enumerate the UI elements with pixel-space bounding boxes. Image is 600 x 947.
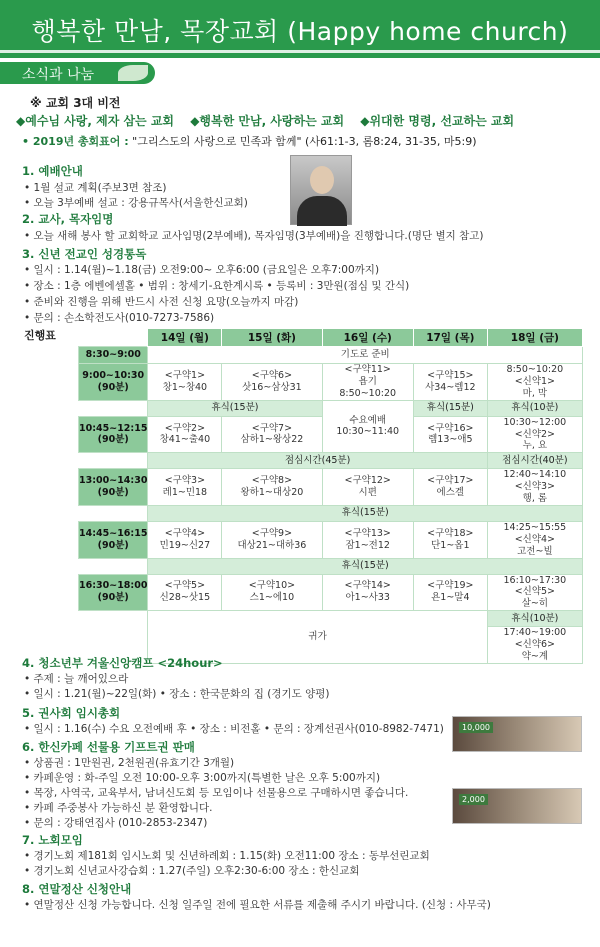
section-5-title: 5. 권사회 임시총회 bbox=[22, 706, 121, 720]
reading-cell: 14:25~15:55 <신약4> 고전~빌 bbox=[487, 521, 582, 558]
reading-cell: 8:50~10:20 <신약1> 마, 막 bbox=[487, 364, 582, 401]
day-header: 16일 (수) bbox=[322, 329, 413, 347]
section-3-title: 3. 신년 전교인 성경통독 bbox=[22, 247, 147, 261]
reading-cell: <구약9> 대상21~대하36 bbox=[222, 521, 322, 558]
section-3-line: • 준비와 진행을 위해 반드시 사전 신청 요망(오늘까지 마감) bbox=[24, 296, 299, 308]
reading-cell: <구약5> 신28~삿15 bbox=[148, 574, 222, 611]
table-row bbox=[79, 400, 583, 416]
leaf-icon bbox=[118, 65, 148, 81]
break-cell: 휴식(15분) bbox=[413, 400, 487, 416]
go-home-cell: 귀가 bbox=[148, 611, 487, 664]
section-7-line: • 경기노회 제181회 임시노회 및 신년하례회 : 1.15(화) 오전11:00 장소 : 동부선린교회 bbox=[24, 850, 430, 862]
section-6-line: • 문의 : 강태연집사 (010-2853-2347) bbox=[24, 817, 208, 829]
reading-cell: <구약10> 스1~에10 bbox=[222, 574, 322, 611]
motto-text: "그리스도의 사랑으로 민족과 함께" (사61:1-3, 롬8:24, 31-35, 마5:9) bbox=[132, 135, 477, 148]
table-row bbox=[79, 453, 583, 469]
reading-cell: 17:40~19:00 <신약6> 약~계 bbox=[487, 627, 582, 664]
pastor-photo bbox=[290, 155, 352, 225]
reading-cell: <구약8> 왕하1~대상20 bbox=[222, 469, 322, 506]
break-cell: 휴식(15분) bbox=[148, 558, 583, 574]
time-cell: 14:45~16:15 (90분) bbox=[79, 521, 148, 558]
gift-card-image bbox=[452, 716, 582, 752]
motto bbox=[22, 133, 477, 149]
section-6-line: • 상품권 : 1만원권, 2천원권(유효기간 3개월) bbox=[24, 757, 235, 769]
table-header-row bbox=[79, 329, 583, 347]
prayer-cell: 기도로 준비 bbox=[148, 347, 583, 364]
section-8-title: 8. 연말정산 신청안내 bbox=[22, 882, 132, 896]
section-2-line: • 오늘 새해 봉사 할 교회학교 교사임명(2부예배), 목자임명(3부예배)을 진행합니다.(명단 별지 참고) bbox=[24, 230, 484, 242]
page-header bbox=[0, 0, 600, 58]
time-cell: 16:30~18:00 (90분) bbox=[79, 574, 148, 611]
reading-cell: <구약2> 창41~출40 bbox=[148, 416, 222, 453]
reading-cell: <구약15> 사34~렘12 bbox=[413, 364, 487, 401]
day-header: 17일 (목) bbox=[413, 329, 487, 347]
table-row bbox=[79, 347, 583, 364]
reading-cell: 10:30~12:00 <신약2> 누, 요 bbox=[487, 416, 582, 453]
day-header: 14일 (월) bbox=[148, 329, 222, 347]
reading-cell: <구약17> 에스겔 bbox=[413, 469, 487, 506]
break-cell: 휴식(15분) bbox=[148, 505, 583, 521]
section-6-line: • 카페 주중봉사 가능하신 분 환영합니다. bbox=[24, 802, 213, 814]
day-header: 15일 (화) bbox=[222, 329, 322, 347]
time-cell: 13:00~14:30 (90분) bbox=[79, 469, 148, 506]
section-6-line: • 목장, 사역국, 교육부서, 남녀신도회 등 모임이나 선물용으로 구매하시면 좋습니다. bbox=[24, 787, 409, 799]
section-3-line: • 일시 : 1.14(월)~1.18(금) 오전9:00~ 오후6:00 (금요일은 오후7:00까지) bbox=[24, 264, 380, 276]
section-1-line: • 오늘 3부예배 설교 : 강용규목사(서울한신교회) bbox=[24, 197, 248, 209]
header-divider bbox=[0, 50, 600, 53]
section-4-line: • 일시 : 1.21(월)~22일(화) • 장소 : 한국문화의 집 (경기도 양평) bbox=[24, 688, 330, 700]
corner-cell bbox=[79, 329, 148, 347]
reading-cell: <구약4> 민19~신27 bbox=[148, 521, 222, 558]
section-4-line: • 주제 : 늘 깨어있으라 bbox=[24, 673, 129, 685]
section-2-title: 2. 교사, 목자임명 bbox=[22, 212, 114, 226]
table-row bbox=[79, 364, 583, 401]
reading-cell: <구약11> 욥기 8:50~10:20 bbox=[322, 364, 413, 401]
break-cell: 휴식(15분) bbox=[148, 400, 322, 416]
time-cell: 9:00~10:30 (90분) bbox=[79, 364, 148, 401]
section-7-line: • 경기노회 신년교사강습회 : 1.27(주일) 오후2:30-6:00 장소 : 한신교회 bbox=[24, 865, 360, 877]
section-4-title: 4. 청소년부 겨울신앙캠프 <24hour> bbox=[22, 656, 223, 670]
reading-cell: <구약7> 삼하1~왕상22 bbox=[222, 416, 322, 453]
gift-card-image bbox=[452, 788, 582, 824]
reading-cell: <구약16> 렘13~애5 bbox=[413, 416, 487, 453]
reading-cell: 12:40~14:10 <신약3> 행, 롬 bbox=[487, 469, 582, 506]
section-5-line: • 일시 : 1.16(수) 수요 오전예배 후 • 장소 : 비전홀 • 문의 : 장계선권사(010-8982-7471) bbox=[24, 723, 444, 735]
reading-cell: <구약12> 시편 bbox=[322, 469, 413, 506]
section-tab bbox=[0, 62, 155, 84]
gift-card-label: 10,000 bbox=[459, 722, 493, 733]
gift-card-label: 2,000 bbox=[459, 794, 488, 805]
wednesday-service-cell: 수요예배 10:30~11:40 bbox=[322, 400, 413, 453]
reading-cell: 16:10~17:30 <신약5> 살~히 bbox=[487, 574, 582, 611]
table-row bbox=[79, 505, 583, 521]
reading-cell: <구약3> 레1~민18 bbox=[148, 469, 222, 506]
section-tab-label: 소식과 나눔 bbox=[22, 67, 95, 83]
page-title: 행복한 만남, 목장교회 (Happy home church) bbox=[31, 17, 569, 46]
schedule-label: 진행표 bbox=[24, 329, 56, 342]
vision-title: ※ 교회 3대 비전 bbox=[30, 96, 121, 110]
reading-cell: <구약13> 잠1~전12 bbox=[322, 521, 413, 558]
section-3-line: • 장소 : 1층 에벤에셀홀 • 범위 : 창세기-요한계시록 • 등록비 : 3만원(점심 및 간식) bbox=[24, 280, 410, 292]
vision-item: ◆위대한 명령, 선교하는 교회 bbox=[360, 114, 515, 128]
section-6-title: 6. 한신카페 선물용 기프트권 판매 bbox=[22, 740, 195, 754]
table-row bbox=[79, 558, 583, 574]
vision-item: ◆예수님 사랑, 제자 삼는 교회 bbox=[16, 114, 175, 128]
section-3-line: • 문의 : 손소학전도사(010-7273-7586) bbox=[24, 312, 215, 324]
reading-schedule-table bbox=[78, 328, 583, 664]
break-cell: 휴식(10분) bbox=[487, 400, 582, 416]
table-row bbox=[79, 521, 583, 558]
reading-cell: <구약14> 아1~사33 bbox=[322, 574, 413, 611]
section-1-title: 1. 예배안내 bbox=[22, 164, 83, 178]
reading-cell: <구약19> 욘1~말4 bbox=[413, 574, 487, 611]
section-7-title: 7. 노회모임 bbox=[22, 833, 83, 847]
table-row bbox=[79, 611, 583, 627]
break-cell: 휴식(10분) bbox=[487, 611, 582, 627]
table-row bbox=[79, 574, 583, 611]
vision-list bbox=[16, 112, 526, 129]
reading-cell: <구약1> 창1~창40 bbox=[148, 364, 222, 401]
vision-item: ◆행복한 만남, 사랑하는 교회 bbox=[190, 114, 345, 128]
reading-cell: <구약6> 삿16~삼상31 bbox=[222, 364, 322, 401]
time-cell: 8:30~9:00 bbox=[79, 347, 148, 364]
section-1-line: • 1월 설교 계획(주보3면 참조) bbox=[24, 182, 167, 194]
reading-cell: <구약18> 단1~옵1 bbox=[413, 521, 487, 558]
time-cell: 10:45~12:15 (90분) bbox=[79, 416, 148, 453]
lunch-cell: 점심시간(40분) bbox=[487, 453, 582, 469]
section-6-line: • 카페운영 : 화-주일 오전 10:00-오후 3:00까지(특별한 날은 오후 5:00까지) bbox=[24, 772, 381, 784]
table-row bbox=[79, 469, 583, 506]
day-header: 18일 (금) bbox=[487, 329, 582, 347]
lunch-cell: 점심시간(45분) bbox=[148, 453, 487, 469]
motto-key: • 2019년 총회표어 : bbox=[22, 135, 129, 148]
section-8-line: • 연말정산 신청 가능합니다. 신청 일주일 전에 필요한 서류를 제출해 주시기 바랍니다. (신청 : 사무국) bbox=[24, 899, 491, 911]
